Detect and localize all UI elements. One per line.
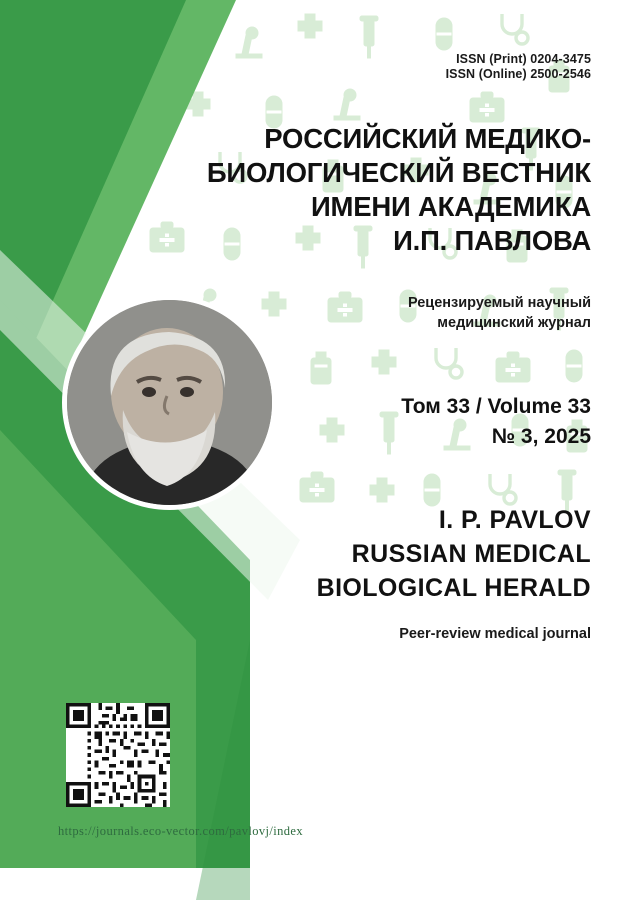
title-english-line-1: I. P. PAVLOV [438,506,591,534]
qr-code[interactable] [66,703,170,807]
portrait-pavlov [62,295,277,510]
subtitle-russian-line-1: Рецензируемый научный [407,295,591,311]
issn-online: ISSN (Online) 2500-2546 [445,67,591,81]
subtitle-russian [251,293,591,333]
title-russian-line-4: И.П. ПАВЛОВА [393,225,591,256]
title-english-line-3: BIOLOGICAL HERALD [316,574,591,602]
issn-block [446,52,591,82]
issn-print: ISSN (Print) 0204-3475 [456,52,591,66]
volume-line: Том 33 / Volume 33 [401,395,591,418]
title-english [171,503,591,605]
title-russian-line-2: БИОЛОГИЧЕСКИЙ ВЕСТНИК [206,157,591,188]
subtitle-english: Peer-review medical journal [399,626,591,642]
title-russian [161,122,591,258]
issue-line: № 3, 2025 [491,425,591,448]
title-russian-line-3: ИМЕНИ АКАДЕМИКА [310,191,591,222]
title-english-line-2: RUSSIAN MEDICAL [351,540,591,568]
volume-issue [251,392,591,452]
journal-url[interactable]: https://journals.eco-vector.com/pavlovj/index [58,824,304,838]
subtitle-russian-line-2: медицинский журнал [437,315,591,331]
title-russian-line-1: РОССИЙСКИЙ МЕДИКО- [264,123,591,154]
